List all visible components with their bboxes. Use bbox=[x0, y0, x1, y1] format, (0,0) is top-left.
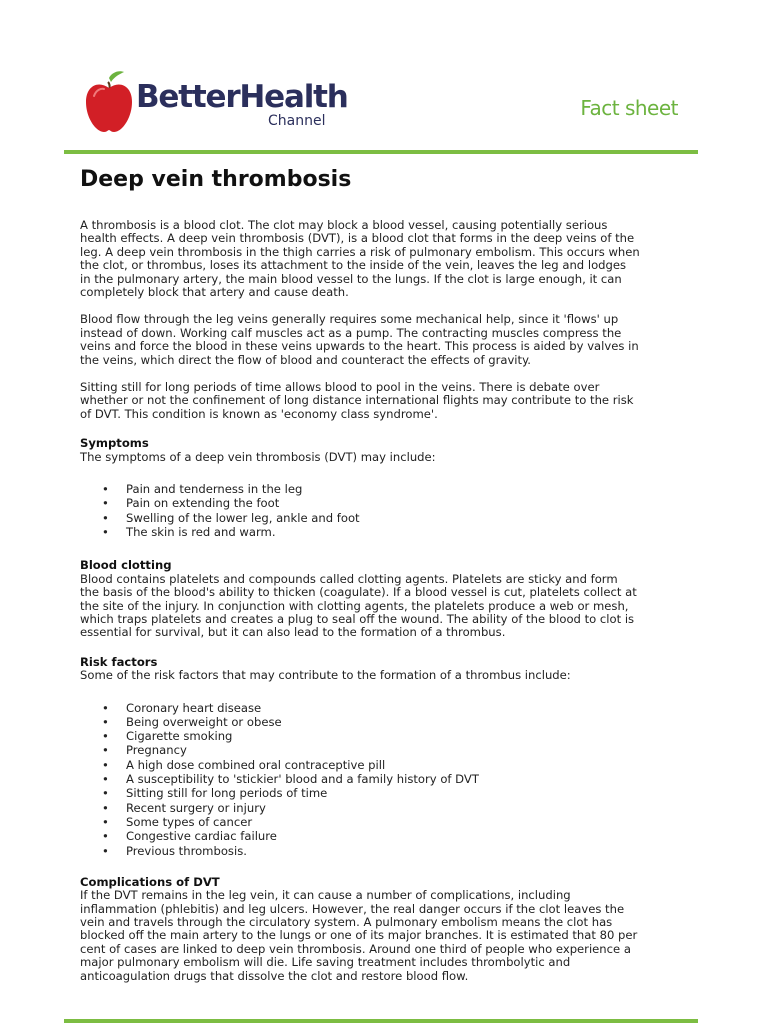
list-item: • The skin is red and warm. bbox=[80, 525, 640, 539]
list-item: • Coronary heart disease bbox=[80, 701, 640, 715]
list-item: • A susceptibility to 'stickier' blood and a family history of DVT bbox=[80, 772, 640, 786]
list-item: • Sitting still for long periods of time bbox=[80, 786, 640, 800]
list-item: • A high dose combined oral contraceptive pill bbox=[80, 758, 640, 772]
symptoms-heading: Symptoms bbox=[80, 436, 149, 451]
risk-factors-heading: Risk factors bbox=[80, 654, 158, 669]
list-item: • Pain on extending the foot bbox=[80, 496, 640, 510]
list-item: • Cigarette smoking bbox=[80, 729, 640, 743]
symptoms-lead: The symptoms of a deep vein thrombosis (DVT) may include: bbox=[80, 449, 436, 464]
symptoms-section bbox=[80, 437, 640, 539]
list-item: • Previous thrombosis. bbox=[80, 844, 640, 858]
intro-paragraph-2: Blood flow through the leg veins generally requires some mechanical help, since it 'flows' up instead of down. Working calf muscles act as a pump. The contracting muscles compress the veins and force the blood in these veins upwards to the heart. This process is aided by valves in the veins, which direct the flow of blood and counteract the effects of gravity. bbox=[80, 312, 639, 367]
better-health-logo[interactable] bbox=[84, 70, 354, 136]
risk-factors-list bbox=[80, 701, 640, 858]
apple-icon bbox=[84, 70, 134, 134]
risk-factors-section bbox=[80, 656, 640, 858]
document-body bbox=[80, 164, 640, 983]
complications-heading: Complications of DVT bbox=[80, 874, 220, 889]
blood-clotting-text: Blood contains platelets and compounds called clotting agents. Platelets are sticky and form the basis of the blood's ability to thicken (coagulate). If a blood vessel is cut, platelets collect at the site of the injury. In conjunction with clotting agents, the platelets produce a web or mesh, which traps platelets and creates a plug to seal off the wound. The ability of the blood to clot is essential for survival, but it can also lead to the formation of a thrombus. bbox=[80, 571, 637, 640]
top-divider bbox=[64, 150, 698, 154]
page-title: Deep vein thrombosis bbox=[80, 167, 352, 192]
list-item: • Being overweight or obese bbox=[80, 715, 640, 729]
risk-factors-lead: Some of the risk factors that may contribute to the formation of a thrombus include: bbox=[80, 668, 571, 683]
list-item: • Swelling of the lower leg, ankle and foot bbox=[80, 511, 640, 525]
symptoms-list bbox=[80, 482, 640, 539]
bottom-divider bbox=[64, 1019, 698, 1023]
list-item: • Some types of cancer bbox=[80, 815, 640, 829]
blood-clotting-heading: Blood clotting bbox=[80, 558, 172, 573]
list-item: • Recent surgery or injury bbox=[80, 801, 640, 815]
complications-text: If the DVT remains in the leg vein, it can cause a number of complications, including inflammation (phlebitis) and leg ulcers. However, the real danger occurs if the clot leaves the vein and travels through the circulatory system. A pulmonary embolism means the clot has blocked off the main artery to the lungs or one of its major branches. It is estimated that 80 per cent of cases are linked to deep vein thrombosis. Around one third of people who experience a major pulmonary embolism will die. Life saving treatment includes thrombolytic and anticoagulation drugs that dissolve the clot and restore blood flow. bbox=[80, 888, 638, 983]
brand-name: BetterHealth bbox=[136, 79, 348, 115]
list-item: • Pregnancy bbox=[80, 743, 640, 757]
fact-sheet-label: Fact sheet bbox=[580, 96, 678, 120]
list-item: • Pain and tenderness in the leg bbox=[80, 482, 640, 496]
intro-paragraph-3: Sitting still for long periods of time allows blood to pool in the veins. There is debate over whether or not the confinement of long distance international flights may contribute to the risk of DVT. This condition is known as 'economy class syndrome'. bbox=[80, 380, 634, 421]
brand-subtitle: Channel bbox=[268, 113, 326, 129]
complications-section bbox=[80, 876, 640, 983]
blood-clotting-section bbox=[80, 559, 640, 639]
page-header bbox=[0, 0, 768, 160]
intro-paragraph-1: A thrombosis is a blood clot. The clot may block a blood vessel, causing potentially serious health effects. A deep vein thrombosis (DVT), is a blood clot that forms in the deep veins of the leg. A deep vein thrombosis in the thigh carries a risk of pulmonary embolism. This occurs when the clot, or thrombus, loses its attachment to the inside of the vein, leaves the leg and lodges in the pulmonary artery, the main blood vessel to the lungs. If the clot is large enough, it can completely block that artery and cause death. bbox=[80, 218, 640, 300]
list-item: • Congestive cardiac failure bbox=[80, 829, 640, 843]
